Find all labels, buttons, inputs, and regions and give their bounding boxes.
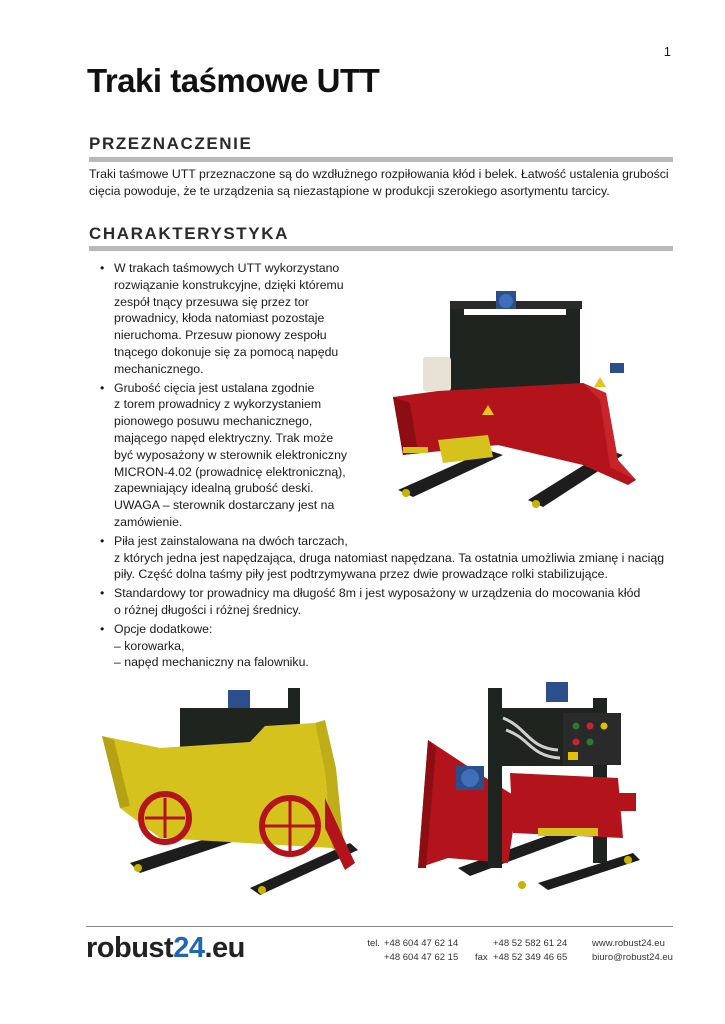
list-item: • W trakach taśmowych UTT wykorzystano rozwiązanie konstrukcyjne, dzięki któremu zespół tnący przesuwa się przez tor prowadnicy, kłoda natomiast pozostaje nieruchoma. Przesuw pionowy zespołu tnącego dokonuje się za pomocą napędu mechanicznego. [100, 260, 680, 378]
list-item-line: zapewniający idealną grubość deski. [114, 481, 314, 496]
purpose-text [89, 166, 677, 200]
company-logo [86, 932, 245, 965]
section-rule-purpose [89, 157, 673, 162]
list-item-line: Grubość cięcia jest ustalana zgodnie [114, 380, 315, 395]
list-item: • Opcje dodatkowe: – korowarka, – napęd mechaniczny na falowniku. [100, 621, 680, 671]
purpose-text-line: cięcia powoduje, że te urządzenia są niezastąpione w produkcji szerokiego asortymentu tarcicy. [89, 184, 610, 198]
page-title: Traki taśmowe UTT [87, 62, 380, 99]
contact-web [592, 937, 673, 965]
section-heading-features: CHARAKTERYSTYKA [89, 224, 289, 243]
list-item-line: Standardowy tor prowadnicy ma długość 8m i jest wyposażony w urządzenia do mocowania kłód [114, 586, 641, 601]
phone-number: +48 52 582 61 24 [493, 938, 568, 949]
logo-text: robust [86, 932, 174, 964]
contact-phones-col2 [493, 937, 567, 965]
list-item-line: prowadnicy, kłoda natomiast pozostaje [114, 311, 325, 326]
contact-fax-label: fax [475, 952, 488, 963]
sawmill-red-photo [378, 285, 648, 520]
list-item-line: UWAGA – sterownik dostarczany jest na [114, 498, 335, 513]
purpose-text-line: Traki taśmowe UTT przeznaczone są do wzdłużnego rozpiłowania kłód i belek. Łatwość ustalenia grubości [89, 167, 669, 181]
list-item-line: zamówienie. [114, 514, 183, 529]
fax-number: +48 52 349 46 65 [493, 952, 568, 963]
list-item-line: MICRON-4.02 (prowadnicę elektroniczną), [114, 464, 346, 479]
contact-labels [366, 937, 380, 951]
phone-number: +48 604 47 62 14 [384, 938, 459, 949]
list-item: • Standardowy tor prowadnicy ma długość 8m i jest wyposażony w urządzenia do mocowania kłód o różnej długości i różnej średnicy. [100, 585, 680, 619]
list-item-line: W trakach taśmowych UTT wykorzystano [114, 261, 340, 275]
list-item-line: z których jedna jest napędzająca, druga natomiast napędzana. Ta ostatnia umożliwia zmianę i naciąg [114, 550, 665, 565]
list-item-line: Opcje dodatkowe: [114, 621, 213, 636]
contact-phones-col1 [384, 937, 458, 965]
list-item-line: z torem prowadnicy z wykorzystaniem [114, 397, 322, 412]
website-link[interactable]: www.robust24.eu [592, 938, 665, 949]
list-item-line: piły. Część dolna taśmy piły jest podtrzymywana przez dwie prowadzące rolki stabilizujące. [114, 567, 608, 582]
list-item-line: tnącego dokonuje się za pomocą napędu [114, 344, 339, 359]
footer-rule [86, 926, 673, 927]
list-item-line: zespół tnący przesuwa się przez tor [114, 294, 309, 309]
sawmill-control-panel-photo [418, 678, 643, 900]
phone-number: +48 604 47 62 15 [384, 952, 459, 963]
tel-label: tel. [367, 938, 380, 949]
section-heading-purpose: PRZEZNACZENIE [89, 134, 253, 153]
list-item: • Piła jest zainstalowana na dwóch tarczach, z których jedna jest napędzająca, druga natomiast napędzana. Ta ostatnia umożliwia zmianę i naciąg piły. Część dolna taśmy piły jest podtrzymywana przez dwie prowadzące rolki stabilizujące. [100, 533, 680, 583]
email-link[interactable]: biuro@robust24.eu [592, 952, 673, 963]
list-item: • Grubość cięcia jest ustalana zgodnie z torem prowadnicy z wykorzystaniem pionowego posuwu mechanicznego, mającego napęd elektryczny. Trak może być wyposażony w sterownik elektroniczny MICRON-4.02 (prowadnicę elektroniczną), zapewniający idealną grubość deski. UWAGA – sterownik dostarczany jest na zamówienie. [100, 380, 680, 531]
logo-number: 24 [173, 932, 205, 964]
list-item-line: być wyposażony w sterownik elektroniczny [114, 447, 348, 462]
sawmill-yellow-photo [100, 678, 362, 898]
list-item-line: pionowego posuwu mechanicznego, [114, 414, 313, 429]
list-item-line: – napęd mechaniczny na falowniku. [114, 655, 309, 670]
list-item-line: nieruchoma. Przesuw pionowy zespołu [114, 328, 327, 343]
list-item-line: rozwiązanie konstrukcyjne, dzięki któremu [114, 277, 344, 292]
section-rule-features [89, 246, 673, 251]
list-item-line: o różnej długości i różnej średnicy. [114, 602, 302, 617]
list-item-line: Piła jest zainstalowana na dwóch tarczach, [114, 533, 348, 548]
page-number: 1 [663, 44, 671, 59]
list-item-line: mechanicznego. [114, 361, 204, 376]
logo-suffix: .eu [204, 932, 245, 964]
list-item-line: mającego napęd elektryczny. Trak może [114, 430, 334, 445]
list-item-line: – korowarka, [114, 638, 185, 653]
